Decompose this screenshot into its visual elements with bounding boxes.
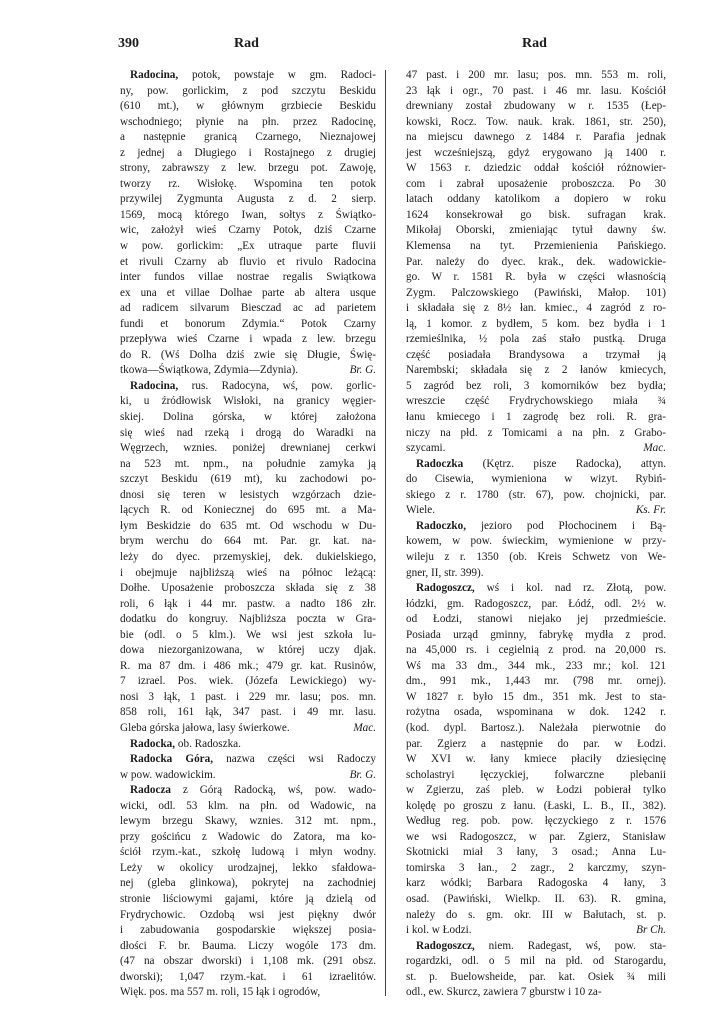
- entry-text: dm., 991 mk., 1,443 mr. (798 mr. ornej).: [406, 675, 666, 688]
- author-signature: Br Ch.: [636, 924, 666, 937]
- entry-text: tworzy rz. Wisłokę. Wspomina ten potok: [120, 177, 376, 190]
- entry-text: Skotnicki miał 3 łany, 3 osad.; Anna Lu-: [406, 846, 666, 859]
- entry-line: [396, 99, 666, 115]
- right-column: [396, 68, 666, 1001]
- entry-line: [396, 954, 666, 970]
- entry-line: [396, 317, 666, 333]
- entry-text: a następnie granicą Czarnego, Nieznajowej: [120, 131, 376, 144]
- entry-line: [110, 612, 376, 628]
- entry-text: (47 na obszar dworski) i 1,108 mk. (291 obsz.: [120, 955, 376, 968]
- entry-text: Wś ma 33 dm., 344 mk., 233 mr.; kol. 121: [406, 659, 666, 672]
- entry-text: do R. (Wś Dolha dziś zwie się Długie, Świę-: [120, 348, 376, 361]
- entry-text: na 45,000 rs. i cegielnią z prod. na 20,000 rs.: [406, 644, 666, 657]
- entry-text: do Cisewia, wymieniona w wizyt. Rybiń-: [406, 473, 666, 486]
- entry-line: [110, 908, 376, 924]
- entry-text: et rivuli Czarny ab fluvio et rivulo Radocina: [120, 255, 376, 268]
- entry-line: [396, 84, 666, 100]
- entry-line: [110, 628, 376, 644]
- entry-text: i zabudowania gospodarskie większej posia-: [120, 924, 376, 937]
- entry-line: [110, 223, 376, 239]
- entry-line: [110, 970, 376, 986]
- entry-line: [396, 939, 666, 955]
- entry-text: przy gościńcu z Wadowic do Zatora, ma ko-: [120, 830, 376, 843]
- entry-line: [110, 845, 376, 861]
- entry-text: na miejscu dawnego z 1484 r. Parafia jednak: [406, 131, 666, 144]
- entry-line: [110, 301, 376, 317]
- entry-text: lą, 1 komor. z bydłem, 5 kom. bez bydła i 1: [406, 317, 666, 330]
- entry-text: Zygm. Palczowskiego (Pawiński, Małop. 101): [406, 286, 666, 299]
- entry-text: Par. należy do dyec. krak., dek. wadowickie-: [406, 255, 666, 268]
- entry-line: [110, 690, 376, 706]
- entry-line: [110, 146, 376, 162]
- entry-text: w Zgierzu, zaś pleb. w Łodzi pobierał tylko: [406, 784, 666, 797]
- entry-line: [110, 768, 376, 784]
- entry-text: część posiadała Brandysowa a trzymał ją: [406, 348, 666, 361]
- entry-text: nazwa części wsi Radoczy: [226, 753, 376, 766]
- entry-text: scholastryi łęczyckiej, folwarczne plebanii: [406, 768, 666, 781]
- entry-line: [396, 643, 666, 659]
- entry-text: latach oddany katolikom a dopiero w roku: [406, 193, 666, 206]
- author-signature: Mac.: [353, 721, 376, 734]
- entry-line: [110, 534, 376, 550]
- entry-line: [396, 783, 666, 799]
- entry-line: [396, 146, 666, 162]
- entry-text: przepływa wieś Czarne i wpada z lew. brzegu: [120, 333, 376, 346]
- entry-text: z jednej a Długiego i Rostajnego z drugiej: [120, 146, 376, 159]
- entry-line: [396, 270, 666, 286]
- entry-text: osad. (Pawiński, Wielkp. II. 63). R. gmina,: [406, 892, 666, 905]
- entry-text: Leży w okolicy urodzajnej, lekko sfałdowa-: [120, 861, 376, 874]
- entry-text: 858 roli, 161 łąk, 347 past. i 49 mr. lasu.: [120, 706, 376, 719]
- running-head: [0, 36, 720, 56]
- entry-text: Dołhe. Uposażenie proboszcza składa się z 38: [120, 582, 376, 595]
- entry-text: potok, powstaje w gm. Radoci-: [192, 69, 376, 81]
- entry-text: Wiele.: [406, 504, 436, 517]
- entry-text: niczy na płd. z Tomicami a na płn. z Grabo-: [406, 426, 666, 439]
- entry-line: [110, 348, 376, 364]
- entry-text: ny, pow. gorlickim, z pod szczytu Beskidu: [120, 84, 376, 97]
- entry-text: wreszcie część Frydrychowskiego miała ¾: [406, 395, 666, 408]
- entry-text: Gleba górska jałowa, lasy świerkowe.: [120, 721, 290, 734]
- entry-text: lących R. od Koniecznej do 695 mt. a Ma-: [120, 504, 376, 517]
- entry-text: kowski, Rocz. Tow. nauk. krak. 1861, str. 250),: [406, 115, 666, 128]
- entry-line: [110, 410, 376, 426]
- entry-text: 7 izrael. Pos. wiek. (Józefa Lewickiego) wy-: [120, 675, 376, 688]
- entry-line: [110, 68, 376, 84]
- entry-line: [110, 550, 376, 566]
- entry-line: [396, 363, 666, 379]
- entry-line: [396, 519, 666, 535]
- entry-headword: Radoczka: [416, 457, 464, 470]
- entry-line: [396, 892, 666, 908]
- entry-line: [396, 410, 666, 426]
- entry-text: (kod. dypl. Bartosz.). Należała pierwotnie do: [406, 721, 666, 734]
- entry-line: [110, 581, 376, 597]
- entry-line: [110, 84, 376, 100]
- entry-line: [110, 643, 376, 659]
- dictionary-entry: [110, 752, 376, 783]
- running-head-left: Rad: [234, 36, 259, 51]
- entry-line: [396, 379, 666, 395]
- entry-line: [396, 985, 666, 1001]
- entry-text: i składała się z 8½ łan. kmiec., 4 zagród z ro-: [406, 302, 666, 315]
- entry-text: ob. Radoszka.: [177, 737, 241, 750]
- dictionary-entry: [110, 737, 376, 753]
- dictionary-entry: [396, 457, 666, 519]
- entry-text: rożytna osada, wspominana w dok. 1242 r.: [406, 706, 666, 719]
- entry-line: [110, 441, 376, 457]
- entry-text: i obejmuje najbliższą wieś na północ leżącą:: [120, 566, 376, 579]
- entry-text: rogardzki, odl. o 5 mil na płd. od Starogardu,: [406, 955, 666, 968]
- entry-text: (610 mt.), w głównym grzbiecie Beskidu: [120, 100, 376, 113]
- entry-text: nosi 3 łąk, 1 past. i 229 mr. lasu; pos. mn.: [120, 690, 376, 703]
- entry-text: jest wcześniejszą, gdyż erygowano ją 1400 r.: [406, 146, 666, 159]
- dictionary-entry: [396, 519, 666, 581]
- entry-line: [396, 908, 666, 924]
- entry-line: [110, 379, 376, 395]
- entry-text: dowa niezorganizowana, w której uczy djak.: [120, 644, 376, 657]
- entry-text: Według reg. pob. pow. łęczyckiego z r. 1576: [406, 815, 666, 828]
- entry-line: [396, 830, 666, 846]
- entry-line: [396, 581, 666, 597]
- entry-text: inter fundos villae nostrae regalis Swiątkowa: [120, 271, 376, 284]
- entry-text: bie (odl. o 5 klm.). We wsi jest szkoła lu-: [120, 628, 376, 641]
- entry-text: odl., ew. Skurcz, zawiera 7 gburstw i 10 za-: [406, 986, 602, 999]
- entry-line: [396, 177, 666, 193]
- entry-line: [110, 317, 376, 333]
- entry-text: kolędę po groszu z łanu. (Łaski, L. B., II., 382).: [406, 799, 666, 812]
- entry-line: [110, 674, 376, 690]
- column-divider: [385, 70, 386, 996]
- entry-line: [396, 426, 666, 442]
- entry-text: 23 łąk i ogr., 70 past. i 46 mr. lasu. Kościół: [406, 84, 666, 97]
- entry-line: [110, 519, 376, 535]
- entry-line: [396, 768, 666, 784]
- entry-text: dnosi się teren w lesistych wzgórzach dzie-: [120, 488, 376, 501]
- entry-line: [396, 348, 666, 364]
- dictionary-entry: [110, 68, 376, 379]
- entry-text: rus. Radocyna, wś, pow. gorlic-: [191, 379, 376, 392]
- entry-line: [396, 208, 666, 224]
- entry-line: [110, 457, 376, 473]
- entry-line: [396, 441, 666, 457]
- entry-text: 1624 konsekrował go bisk. sufragan krak.: [406, 208, 666, 221]
- entry-text: należy do s. gm. okr. III w Bałutach, st. p.: [406, 908, 666, 921]
- entry-text: dodatku do kongruy. Najbliższa poczta w Gra-: [120, 613, 376, 626]
- entry-line: [110, 597, 376, 613]
- entry-text: dworski); 1,047 rzym.-kat. i 61 izraelitów.: [120, 970, 376, 983]
- entry-headword: Radocka,: [130, 737, 176, 750]
- entry-text: gner, II, str. 399).: [406, 566, 484, 579]
- entry-text: tkowa—Świątkowa, Zdymia—Zdynia).: [120, 364, 299, 377]
- entry-text: ki, u źródłowisk Wisłoki, na granicy węgier-: [120, 395, 376, 408]
- entry-text: w pow. wadowickim.: [120, 768, 216, 781]
- entry-text: we wsi Radogoszcz, w par. Zgierz, Stanisław: [406, 830, 666, 843]
- entry-line: [396, 861, 666, 877]
- entry-text: wschodniego; płynie na płn. przez Radocinę,: [120, 115, 376, 128]
- entry-line: [110, 939, 376, 955]
- entry-text: karz wódki; Barbara Radogoska 4 łany, 3: [406, 877, 666, 890]
- entry-text: par. Zgierz a następnie do par. w Łodzi.: [406, 737, 666, 750]
- entry-line: [396, 161, 666, 177]
- entry-text: w pow. gorlickim: „Ex utraque parte fluvii: [120, 240, 376, 253]
- entry-line: [110, 286, 376, 302]
- entry-text: stronie liściowymi gajami, które ją dzielą od: [120, 892, 376, 905]
- entry-line: [110, 270, 376, 286]
- entry-text: 47 past. i 200 mr. lasu; pos. mn. 553 m. roli,: [406, 69, 666, 81]
- entry-text: W 1827 r. było 15 dm., 351 mk. Jest to sta-: [406, 690, 666, 703]
- entry-line: [110, 737, 376, 753]
- entry-line: [396, 115, 666, 131]
- entry-text: Narembski; składała się z 2 łanów kmiecych,: [406, 364, 666, 377]
- entry-text: W XVI w. łany kmiece płaciły dziesięcinę: [406, 753, 666, 766]
- entry-text: Klemensa na tyt. Przemienienia Pańskiego.: [406, 240, 666, 253]
- entry-line: [396, 192, 666, 208]
- entry-text: wś i kol. nad rz. Złotą, pow.: [486, 582, 666, 595]
- entry-line: [396, 223, 666, 239]
- entry-text: W 1563 r. dziedzic oddał kościół różnowier-: [406, 162, 666, 175]
- entry-line: [396, 814, 666, 830]
- entry-headword: Radoczko,: [416, 519, 467, 532]
- entry-line: [396, 845, 666, 861]
- entry-line: [110, 954, 376, 970]
- author-signature: Mac.: [643, 442, 666, 455]
- entry-line: [396, 534, 666, 550]
- entry-text: łanu kmiecego i 1 zagrodę bez roli. R. gra-: [406, 411, 666, 424]
- entry-line: [110, 923, 376, 939]
- entry-text: łym Beskidzie do 635 mt. Od wschodu w Du-: [120, 519, 376, 532]
- entry-line: [110, 566, 376, 582]
- entry-line: [396, 566, 666, 582]
- entry-line: [396, 737, 666, 753]
- entry-line: [396, 286, 666, 302]
- dictionary-entry: [110, 379, 376, 737]
- entry-text: com i zabrał uposażenie proboszcza. Po 30: [406, 177, 666, 190]
- entry-line: [396, 612, 666, 628]
- entry-text: drewniany został zbudowany w r. 1535 (Łep-: [406, 100, 666, 113]
- running-head-right: Rad: [522, 36, 547, 51]
- entry-line: [396, 970, 666, 986]
- entry-line: [396, 628, 666, 644]
- entry-line: [110, 861, 376, 877]
- entry-line: [396, 239, 666, 255]
- entry-text: Frydrychowic. Ozdobą wsi jest piękny dwór: [120, 908, 376, 921]
- author-signature: Br. G.: [349, 768, 376, 781]
- entry-line: [110, 161, 376, 177]
- entry-text: szycami.: [406, 442, 446, 455]
- entry-text: Węgrzech, wznies. poniżej drewnianej cerkwi: [120, 442, 376, 455]
- entry-text: ex una et villae Dolhae parte ab altera usque: [120, 286, 376, 299]
- entry-line: [110, 177, 376, 193]
- entry-line: [396, 752, 666, 768]
- entry-text: szczyt Beskidu (619 mt), ku zachodowi po-: [120, 473, 376, 486]
- entry-line: [110, 705, 376, 721]
- entry-text: tomirska 3 łan., 2 zagr., 2 karczmy, szyn-: [406, 861, 666, 874]
- entry-line: [396, 457, 666, 473]
- author-signature: Ks. Fr.: [635, 504, 666, 517]
- entry-text: i kol. w Łodzi.: [406, 924, 472, 937]
- entry-text: kowem, w pow. świeckim, wymienione w przy-: [406, 535, 666, 548]
- entry-headword: Radocza: [130, 784, 172, 797]
- dictionary-entry: [396, 581, 666, 939]
- dictionary-entry: [396, 939, 666, 1001]
- entry-text: go. W r. 1581 R. była w części własnością: [406, 271, 666, 284]
- entry-text: fundi et bonorum Zdymia.“ Potok Czarny: [120, 317, 376, 330]
- entry-text: 5 zagród bez roli, 3 komorników bez bydła;: [406, 379, 666, 392]
- entry-text: Posiada urząd gminny, fabrykę mydła z prod.: [406, 628, 666, 641]
- entry-headword: Radogoszcz,: [416, 582, 475, 595]
- entry-line: [396, 503, 666, 519]
- dictionary-entry: [110, 783, 376, 1001]
- entry-text: (Kętrz. pisze Radocka), attyn.: [482, 457, 666, 470]
- entry-line: [110, 783, 376, 799]
- entry-line: [396, 705, 666, 721]
- entry-line: [110, 488, 376, 504]
- entry-line: [396, 130, 666, 146]
- entry-text: Więk. pos. ma 557 m. roli, 15 łąk i ogrodów,: [120, 986, 321, 999]
- entry-line: [110, 239, 376, 255]
- entry-line: [110, 130, 376, 146]
- entry-text: Mikołaj Oborski, zmieniając tytuł dawny św.: [406, 224, 666, 237]
- entry-line: [396, 876, 666, 892]
- left-column: [110, 68, 376, 1001]
- entry-text: brym werchu do 664 mt. Par. gr. kat. na-: [120, 535, 376, 548]
- entry-text: od Łodzi, stanowi niejako jej przedmieście.: [406, 613, 666, 626]
- dictionary-entry: [396, 68, 666, 457]
- entry-line: [396, 488, 666, 504]
- entry-line: [396, 721, 666, 737]
- entry-text: dłości F. br. Bauma. Liczy wogóle 173 dm.: [120, 939, 376, 952]
- entry-text: się wieś nad rzeką i drogą do Waradki na: [120, 426, 376, 439]
- entry-line: [396, 923, 666, 939]
- entry-text: ad radicem silvarum Biesczad ac ad parietem: [120, 302, 376, 315]
- entry-line: [110, 115, 376, 131]
- entry-line: [396, 690, 666, 706]
- entry-text: skiej. Dolina górska, w której założona: [120, 411, 376, 424]
- entry-line: [110, 814, 376, 830]
- entry-text: leży do dyec. przemyskiej, dek. dukielskiego,: [120, 550, 376, 563]
- entry-text: R. ma 87 dm. i 486 mk.; 479 gr. kat. Rusinów,: [120, 659, 376, 672]
- entry-text: wicki, odl. 53 klm. na płn. od Wadowic, na: [120, 799, 376, 812]
- entry-text: ściół rzym.-kat., szkołę ludową i młyn wodny.: [120, 846, 376, 859]
- entry-line: [396, 332, 666, 348]
- entry-text: strony, zabrawszy z lew. brzegu pot. Zawoję,: [120, 162, 376, 175]
- entry-text: wic, założył wieś Czarny Potok, dziś Czarne: [120, 224, 376, 237]
- entry-text: skiego z r. 1780 (str. 67), pow. chojnicki, par.: [406, 488, 666, 501]
- entry-line: [110, 799, 376, 815]
- entry-line: [110, 208, 376, 224]
- entry-line: [110, 659, 376, 675]
- entry-line: [110, 892, 376, 908]
- entry-line: [110, 394, 376, 410]
- entry-text: jezioro pod Płochocinem i Bą-: [480, 519, 666, 532]
- entry-line: [396, 394, 666, 410]
- entry-line: [396, 301, 666, 317]
- entry-line: [110, 363, 376, 379]
- entry-text: przywilej Zygmunta Augusta z d. 2 sierp.: [120, 193, 376, 206]
- entry-text: roli, 6 łąk i 44 mr. pastw. a nadto 186 złr.: [120, 597, 376, 610]
- entry-line: [396, 550, 666, 566]
- entry-headword: Radogoszcz,: [416, 939, 475, 952]
- author-signature: Br. G.: [349, 364, 376, 377]
- entry-line: [396, 472, 666, 488]
- entry-headword: Radocka Góra,: [130, 753, 214, 766]
- entry-line: [110, 472, 376, 488]
- entry-text: łódzki, gm. Radogoszcz, par. Łódź, odl. 2½ w.: [406, 597, 666, 610]
- entry-text: z Górą Radocką, wś, pow. wado-: [182, 784, 376, 797]
- entry-headword: Radocina,: [130, 379, 179, 392]
- page-number: 390: [118, 36, 139, 51]
- entry-line: [110, 985, 376, 1001]
- entry-line: [110, 426, 376, 442]
- entry-text: nej (gleba glinkowa), pokrytej na zachodniej: [120, 877, 376, 890]
- entry-text: rzemieślnika, ½ pola zaś stało pustką. Druga: [406, 333, 666, 346]
- entry-text: wileju z r. 1350 (ob. Kreis Schwetz von We-: [406, 550, 666, 563]
- entry-line: [110, 721, 376, 737]
- entry-line: [396, 659, 666, 675]
- entry-line: [110, 332, 376, 348]
- entry-line: [396, 799, 666, 815]
- entry-line: [396, 255, 666, 271]
- entry-text: st. p. Buelowsheide, par. kat. Osiek ¾ mili: [406, 970, 666, 983]
- entry-line: [396, 674, 666, 690]
- entry-headword: Radocina,: [130, 69, 179, 81]
- entry-line: [110, 99, 376, 115]
- entry-line: [396, 597, 666, 613]
- entry-line: [110, 830, 376, 846]
- entry-line: [396, 68, 666, 84]
- entry-line: [110, 255, 376, 271]
- entry-text: niem. Radegast, wś, pow. sta-: [488, 939, 666, 952]
- entry-line: [110, 752, 376, 768]
- entry-line: [110, 192, 376, 208]
- entry-line: [110, 503, 376, 519]
- entry-text: 1569, mocą którego Iwan, sołtys z Świątko-: [120, 208, 376, 221]
- entry-text: na 523 mt. npm., na południe zamyka ją: [120, 457, 376, 470]
- entry-line: [110, 876, 376, 892]
- entry-text: lewym brzegu Skawy, wznies. 312 mt. npm.,: [120, 815, 376, 828]
